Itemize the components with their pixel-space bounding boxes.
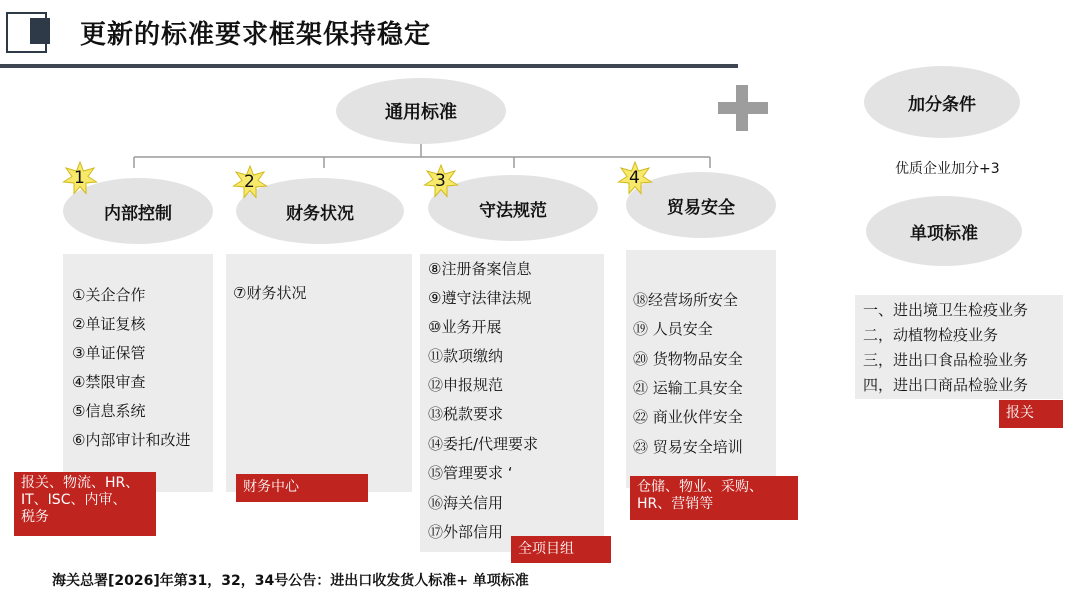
pillar-1-tag — [14, 472, 156, 536]
star-number-3: 3 — [435, 171, 446, 191]
single-standard-item: 四，进出口商品检验业务 — [863, 376, 1029, 394]
single-standard-tag — [999, 400, 1063, 428]
pillar-4-item: ㉓ 贸易安全培训 — [633, 438, 743, 456]
bonus-title: 加分条件 — [908, 94, 976, 115]
tag-line: 全项目组 — [518, 541, 574, 557]
pillar-3-item: ⑩业务开展 — [428, 318, 502, 336]
tag-line: 报关 — [1006, 405, 1034, 421]
single-standard-item: 三，进出口食品检验业务 — [863, 351, 1029, 369]
pillar-1-item: ④禁限审查 — [72, 373, 146, 391]
pillar-3-item: ⑨遵守法律法规 — [428, 289, 532, 307]
pillar-3-item: ⑰外部信用 — [428, 523, 504, 541]
pillar-4-item: ㉒ 商业伙伴安全 — [633, 408, 743, 426]
bonus-ellipse — [864, 66, 1020, 138]
general-standard-label: 通用标准 — [385, 102, 457, 123]
tag-line: 财务中心 — [243, 479, 299, 495]
pillar-1-item: ②单证复核 — [72, 315, 146, 333]
plus-icon-horizontal — [718, 102, 768, 114]
pillar-3-item: ⑫申报规范 — [428, 376, 504, 394]
star-badge-2 — [232, 165, 268, 199]
pillar-3-item: ⑬税款要求 — [428, 405, 504, 423]
star-number-4: 4 — [629, 168, 640, 188]
pillar-4-item: ⑲ 人员安全 — [633, 320, 713, 338]
single-standard-ellipse — [866, 196, 1022, 266]
pillar-1-item: ①关企合作 — [72, 286, 146, 304]
tag-line: HR、营销等 — [637, 496, 714, 512]
single-standard-item: 二，动植物检疫业务 — [863, 326, 999, 344]
pillar-3-label: 守法规范 — [479, 200, 547, 221]
pillar-1-label: 内部控制 — [104, 203, 172, 224]
star-badge-4 — [617, 161, 653, 195]
single-standard-item: 一、进出境卫生检疫业务 — [863, 301, 1029, 319]
footer-note: 海关总署[2026]年第31，32，34号公告：进出口收发货人标准+ 单项标准 — [52, 573, 529, 589]
pillar-4-label: 贸易安全 — [667, 197, 735, 218]
star-number-2: 2 — [244, 172, 255, 192]
pillar-3-item: ⑭委托/代理要求 — [428, 435, 539, 453]
pillar-2-tag — [236, 474, 368, 502]
pillar-4-tag — [630, 476, 798, 520]
pillar-3-item: ⑪款项缴纳 — [428, 347, 504, 365]
single-standard-title: 单项标准 — [910, 223, 978, 244]
bonus-text: 优质企业加分+3 — [895, 161, 1000, 177]
pillar-1-item: ⑥内部审计和改进 — [72, 431, 191, 449]
pillar-3-item: ⑮管理要求 ‘ — [428, 464, 513, 482]
star-badge-3 — [423, 164, 459, 198]
tag-line: 税务 — [21, 509, 49, 525]
pillar-1-item: ③单证保管 — [72, 344, 146, 362]
star-number-1: 1 — [74, 168, 85, 188]
pillar-3-item: ⑧注册备案信息 — [428, 260, 532, 278]
pillar-3-item: ⑯海关信用 — [428, 494, 504, 512]
pillar-1-item: ⑤信息系统 — [72, 402, 146, 420]
tag-line: 报关、物流、HR、 — [21, 475, 140, 491]
page-title: 更新的标准要求框架保持稳定 — [80, 20, 432, 50]
pillar-2-item: ⑦财务状况 — [233, 284, 307, 302]
pillar-3-tag — [511, 536, 611, 563]
tag-line: 仓储、物业、采购、 — [637, 479, 763, 495]
pillar-4-item: ⑳ 货物物品安全 — [633, 350, 743, 368]
pillar-4-item: ㉑ 运输工具安全 — [633, 379, 743, 397]
pillar-4-item: ⑱经营场所安全 — [633, 291, 739, 309]
pillar-2-label: 财务状况 — [286, 203, 354, 224]
star-badge-1 — [62, 161, 98, 195]
tag-line: IT、ISC、内审、 — [21, 492, 127, 508]
